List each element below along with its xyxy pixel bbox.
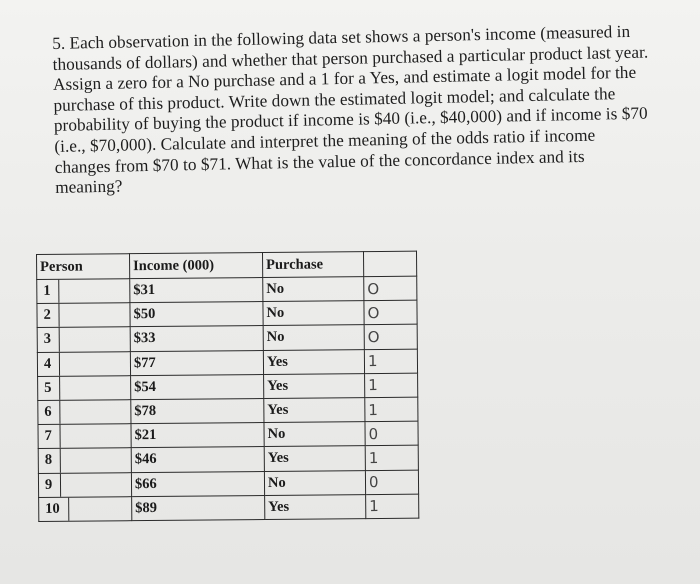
income-cell: $50 bbox=[130, 302, 263, 327]
person-number: 7 bbox=[41, 425, 60, 448]
person-cell bbox=[38, 424, 131, 449]
table-row bbox=[38, 421, 418, 449]
handwritten-code-cell: 1 bbox=[365, 445, 418, 470]
table-row bbox=[37, 349, 417, 377]
person-number: 1 bbox=[40, 280, 59, 303]
purchase-cell: Yes bbox=[264, 446, 365, 471]
person-number: 6 bbox=[41, 401, 60, 424]
handwritten-code-cell: 0 bbox=[365, 421, 418, 446]
person-cell bbox=[37, 303, 130, 328]
table-header-row bbox=[37, 251, 417, 279]
table-row bbox=[38, 470, 418, 498]
question-text: 5. Each observation in the following data set shows a person's income (measured in thousands of dollars) and whether that person purchased a particular product last year. Assign a zero for a No purchase and a 1 for a Yes, and estimate a logit model for the purchase of this product. Write down the estimated logit model; and calculate the probability of buying the product if income is $40 (i.e., $40,000) and if income is $70 (i.e., $70,000). Calculate and interpret the meaning of the odds ratio if income changes from $70 to $71. What is the value of the concordance index and its meaning? bbox=[52, 21, 649, 198]
person-number: 10 bbox=[42, 497, 69, 520]
header-person: Person bbox=[37, 254, 130, 280]
handwritten-code-cell: 1 bbox=[365, 373, 418, 398]
handwritten-code-cell: 0 bbox=[365, 470, 418, 495]
purchase-cell: No bbox=[263, 301, 364, 326]
handwritten-code-cell: 1 bbox=[366, 494, 419, 519]
handwritten-code-cell: 1 bbox=[365, 397, 418, 422]
income-cell: $21 bbox=[131, 423, 264, 448]
person-number: 5 bbox=[41, 377, 60, 400]
income-cell: $77 bbox=[130, 350, 263, 375]
purchase-cell: Yes bbox=[265, 494, 366, 519]
table-row bbox=[39, 494, 419, 522]
handwritten-code-cell: O bbox=[364, 300, 417, 325]
purchase-cell: No bbox=[263, 277, 364, 302]
header-handwritten-column bbox=[363, 251, 416, 276]
table-body bbox=[37, 276, 419, 521]
income-cell: $89 bbox=[132, 495, 265, 520]
person-cell bbox=[37, 327, 130, 352]
income-cell: $66 bbox=[131, 471, 264, 496]
income-cell: $54 bbox=[131, 374, 264, 399]
income-cell: $31 bbox=[130, 278, 263, 303]
income-cell: $78 bbox=[131, 398, 264, 423]
person-cell bbox=[38, 472, 131, 497]
purchase-cell: No bbox=[264, 470, 365, 495]
handwritten-code-cell: O bbox=[364, 276, 417, 301]
table-row bbox=[37, 300, 417, 328]
purchase-cell: Yes bbox=[263, 349, 364, 374]
data-table bbox=[36, 251, 419, 522]
person-cell bbox=[38, 448, 131, 473]
table-row bbox=[38, 445, 418, 473]
person-number: 8 bbox=[42, 449, 61, 472]
table-row bbox=[38, 397, 418, 425]
header-income: Income (000) bbox=[130, 253, 263, 279]
handwritten-code-cell: 1 bbox=[364, 349, 417, 374]
person-number: 9 bbox=[42, 473, 61, 496]
person-cell bbox=[38, 400, 131, 425]
purchase-cell: No bbox=[263, 325, 364, 350]
person-number: 3 bbox=[41, 328, 60, 351]
data-table-container bbox=[36, 251, 419, 522]
table-row bbox=[37, 325, 417, 353]
person-number: 2 bbox=[40, 304, 59, 327]
person-cell bbox=[37, 351, 130, 376]
header-purchase: Purchase bbox=[262, 252, 363, 278]
income-cell: $46 bbox=[131, 447, 264, 472]
purchase-cell: No bbox=[264, 422, 365, 447]
person-number: 4 bbox=[41, 352, 60, 375]
table-row bbox=[38, 373, 418, 401]
person-cell bbox=[38, 375, 131, 400]
table-row bbox=[37, 276, 417, 304]
purchase-cell: Yes bbox=[264, 398, 365, 423]
person-cell bbox=[39, 496, 132, 521]
purchase-cell: Yes bbox=[264, 373, 365, 398]
person-cell bbox=[37, 279, 130, 304]
income-cell: $33 bbox=[130, 326, 263, 351]
handwritten-code-cell: O bbox=[364, 325, 417, 350]
